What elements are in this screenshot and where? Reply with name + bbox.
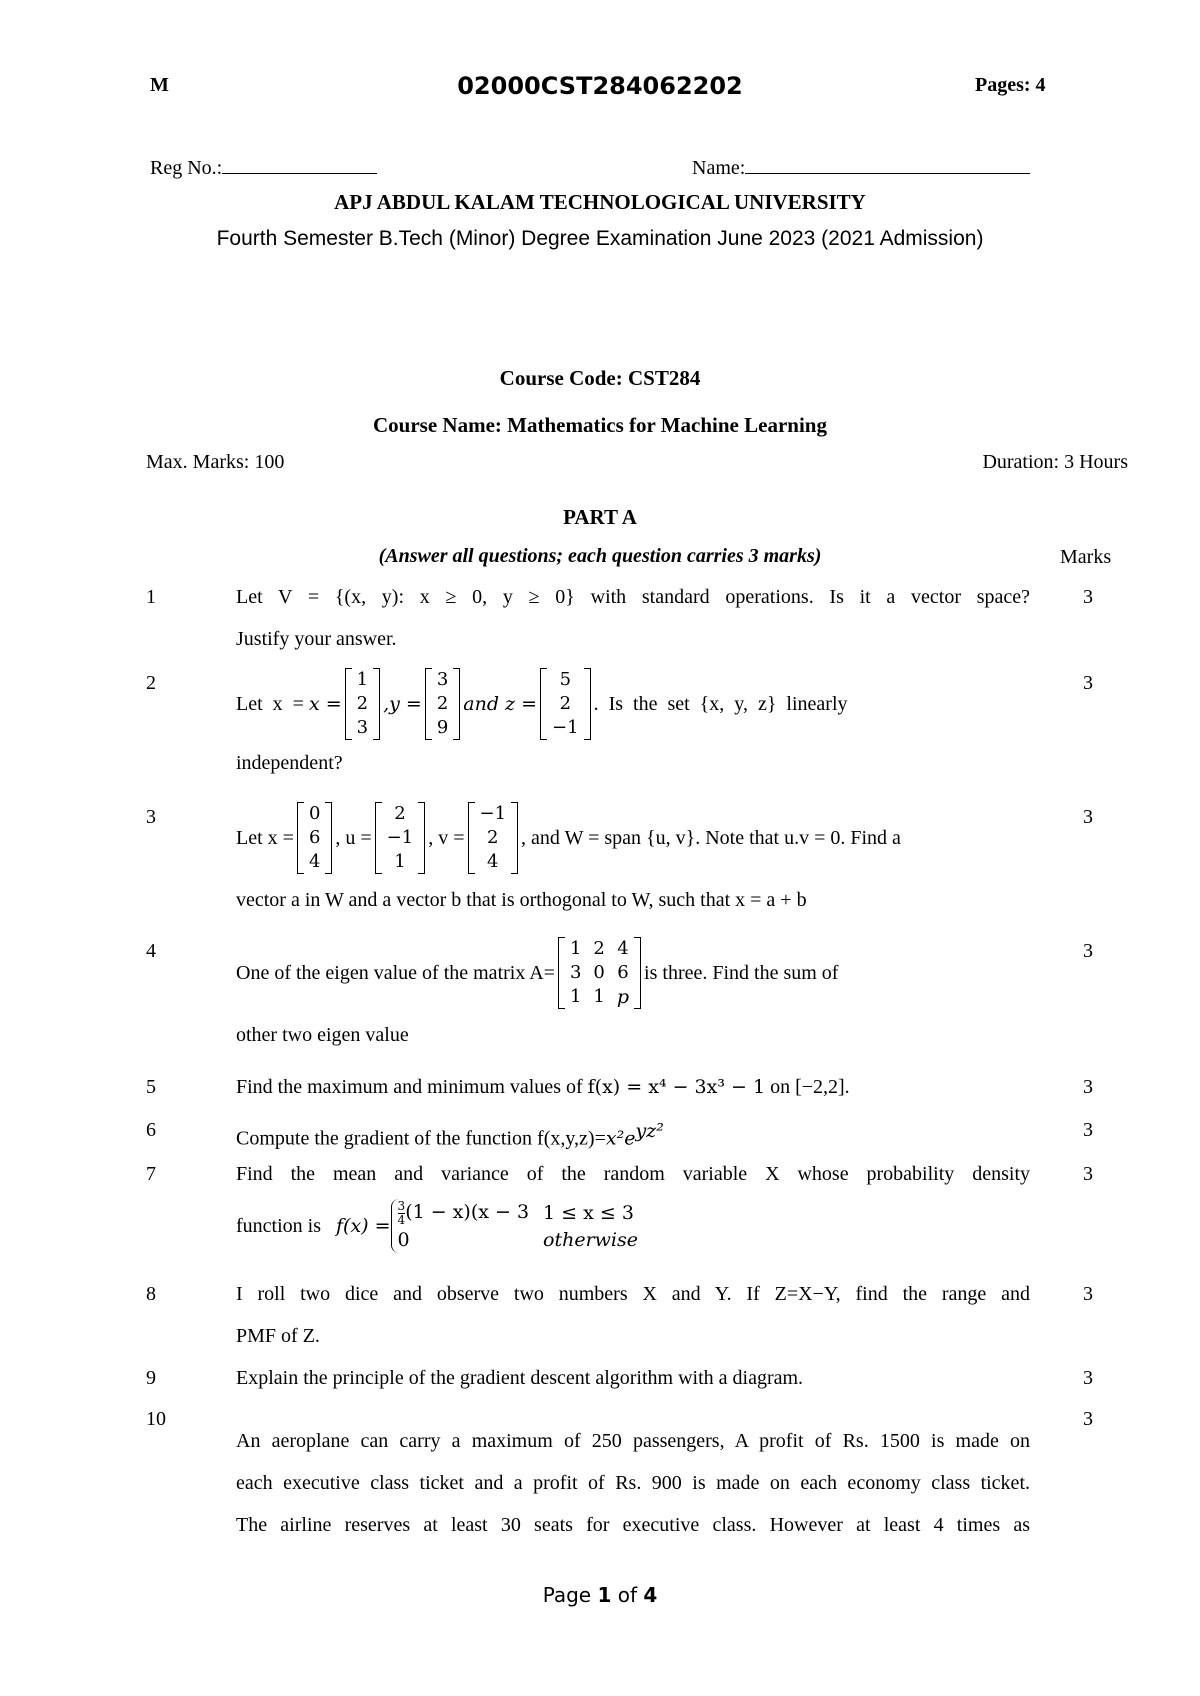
question-text: Explain the principle of the gradient descent algorithm with a diagram. (236, 1367, 804, 1389)
footer-page-label: Page (542, 1583, 592, 1607)
question-text: each executive class ticket and a profit of Rs. 900 is made on each economy class ticket. (236, 1472, 1030, 1494)
max-marks: Max. Marks: 100 (146, 451, 285, 473)
vector-entry: −1 (552, 717, 579, 738)
name-line (745, 155, 1030, 174)
question-text: , v = (428, 827, 465, 849)
question-marks: 3 (1083, 586, 1093, 608)
question-number: 10 (146, 1408, 166, 1430)
vector-entry: 2 (394, 803, 406, 824)
math-expression: (1 − x)(x − 3 (405, 1201, 530, 1224)
question-number: 1 (146, 586, 156, 608)
footer-page-total: 4 (643, 1583, 658, 1607)
vector-entry: 9 (436, 717, 449, 738)
question-number: 8 (146, 1283, 156, 1305)
question-text: , and W = span {u, v}. Note that u.v = 0. Find a (521, 827, 901, 849)
question-marks: 3 (1083, 1283, 1093, 1305)
reg-no-field (150, 155, 377, 180)
question-10 (236, 1420, 1030, 1546)
matrix-entry: 3 (569, 962, 582, 983)
vector-entry: 6 (308, 827, 321, 848)
question-text: , u = (335, 827, 372, 849)
footer-page-number: 1 (597, 1583, 612, 1607)
question-line (236, 797, 1030, 879)
matrix-entry: p (616, 986, 630, 1008)
question-text: vector a in W and a vector b that is orthogonal to W, such that x = a + b (236, 889, 807, 911)
question-text: An aeroplane can carry a maximum of 250 passengers, A profit of Rs. 1500 is made on (236, 1430, 1030, 1452)
question-1 (236, 576, 1030, 660)
question-number: 9 (146, 1367, 156, 1389)
vector-entry: −1 (479, 803, 507, 824)
question-marks: 3 (1083, 1076, 1093, 1098)
part-title: PART A (563, 505, 637, 529)
question-text: on [−2,2]. (770, 1076, 850, 1098)
question-marks: 3 (1083, 672, 1093, 694)
vector-x (345, 668, 380, 740)
question-number: 6 (146, 1119, 156, 1141)
question-number: 2 (146, 672, 156, 694)
question-text: Compute the gradient of the function f(x,y,z)= (236, 1127, 606, 1150)
matrix-entry: 1 (569, 986, 582, 1007)
question-number: 3 (146, 806, 156, 828)
question-number: 4 (146, 940, 156, 962)
question-text: The airline reserves at least 30 seats for executive class. However at least 4 times as (236, 1514, 1030, 1536)
vector-y (425, 668, 460, 740)
question-line (236, 1195, 1030, 1257)
piecewise-function (391, 1199, 652, 1253)
vector-entry: 1 (356, 669, 369, 690)
paper-code: 02000CST284062202 (457, 72, 743, 100)
part-instruction: (Answer all questions; each question carries 3 marks) (378, 545, 822, 567)
question-text: is three. Find the sum of (644, 962, 839, 984)
vector-u (375, 802, 426, 874)
matrix-entry: 0 (593, 962, 605, 983)
math-condition: otherwise (543, 1228, 639, 1251)
vector-entry: 2 (356, 693, 369, 714)
exam-title: Fourth Semester B.Tech (Minor) Degree Examination June 2023 (2021 Admission) (216, 227, 984, 250)
question-9 (236, 1357, 1030, 1399)
question-text: function is (236, 1215, 321, 1237)
math-condition: 1 ≤ x ≤ 3 (543, 1202, 634, 1224)
question-line (236, 666, 1030, 742)
question-text: PMF of Z. (236, 1325, 320, 1347)
university-title: APJ ABDUL KALAM TECHNOLOGICAL UNIVERSITY (334, 190, 866, 214)
math-expression: x²e (605, 1127, 636, 1150)
reg-no-label: Reg No.: (150, 157, 223, 179)
vector-x (297, 802, 332, 874)
matrix-entry: 4 (617, 938, 629, 959)
vector-entry: 3 (356, 717, 369, 738)
question-marks: 3 (1083, 1408, 1093, 1430)
question-text: independent? (236, 752, 343, 774)
question-text: Let x = (236, 693, 309, 715)
marks-header: Marks (1060, 546, 1112, 568)
vector-entry: 2 (559, 693, 572, 714)
vector-entry: 1 (394, 851, 406, 872)
question-3 (236, 797, 1030, 921)
question-number: 7 (146, 1163, 156, 1185)
question-text: Let x = (236, 827, 294, 849)
footer-of: of (617, 1583, 638, 1607)
question-7 (236, 1153, 1030, 1257)
vector-v (468, 802, 519, 874)
question-marks: 3 (1083, 806, 1093, 828)
matrix-entry: 1 (569, 938, 582, 959)
matrix-entry: 1 (593, 986, 605, 1007)
math-expression: and z = (463, 693, 538, 715)
vector-entry: 4 (487, 851, 499, 872)
question-marks: 3 (1083, 940, 1093, 962)
question-4 (236, 932, 1030, 1056)
vector-entry: −1 (386, 827, 414, 848)
math-expression: ,y = (383, 693, 422, 715)
duration: Duration: 3 Hours (982, 451, 1128, 473)
math-exponent: yz² (635, 1120, 664, 1142)
math-expression: f(x) = x⁴ − 3x³ − 1 (587, 1076, 766, 1098)
question-text: other two eigen value (236, 1024, 409, 1046)
course-name: Course Name: Mathematics for Machine Learning (373, 413, 827, 437)
matrix-entry: 2 (593, 938, 605, 959)
fraction: $\frac{3}{4}$ (397, 1198, 406, 1227)
question-line (236, 932, 1030, 1014)
question-text: . Is the set {x, y, z} linearly (593, 693, 848, 715)
course-code: Course Code: CST284 (499, 366, 701, 390)
vector-entry: 0 (308, 803, 321, 824)
question-number: 5 (146, 1076, 156, 1098)
question-2 (236, 666, 1030, 784)
vector-entry: 3 (436, 669, 449, 690)
question-marks: 3 (1083, 1119, 1093, 1141)
question-text: Find the mean and variance of the random variable X whose probability density (236, 1163, 1030, 1185)
question-5 (236, 1066, 1030, 1108)
question-text: I roll two dice and observe two numbers X and Y. If Z=X−Y, find the range and (236, 1283, 1030, 1305)
page-count: Pages: 4 (975, 74, 1046, 96)
reg-no-line (222, 155, 377, 174)
vector-entry: 5 (559, 669, 572, 690)
question-marks: 3 (1083, 1367, 1093, 1389)
name-field (692, 155, 1030, 180)
math-expression: f(x) = (336, 1215, 391, 1237)
vector-z (540, 668, 591, 740)
question-text: One of the eigen value of the matrix A= (236, 962, 555, 984)
matrix-a (558, 937, 641, 1009)
math-expression: 0 (397, 1228, 410, 1251)
question-text: Find the maximum and minimum values of (236, 1076, 583, 1098)
vector-entry: 4 (308, 851, 321, 872)
vector-entry: 2 (487, 827, 499, 848)
math-expression: x = (308, 693, 342, 715)
name-label: Name: (692, 157, 746, 179)
question-text: Justify your answer. (236, 628, 397, 650)
question-8 (236, 1273, 1030, 1357)
page-footer (0, 1583, 1200, 1607)
matrix-entry: 6 (617, 962, 629, 983)
series-code: M (150, 74, 169, 96)
vector-entry: 2 (436, 693, 449, 714)
question-marks: 3 (1083, 1163, 1093, 1185)
question-text: Let V = {(x, y): x ≥ 0, y ≥ 0} with standard operations. Is it a vector space? (236, 586, 1030, 608)
